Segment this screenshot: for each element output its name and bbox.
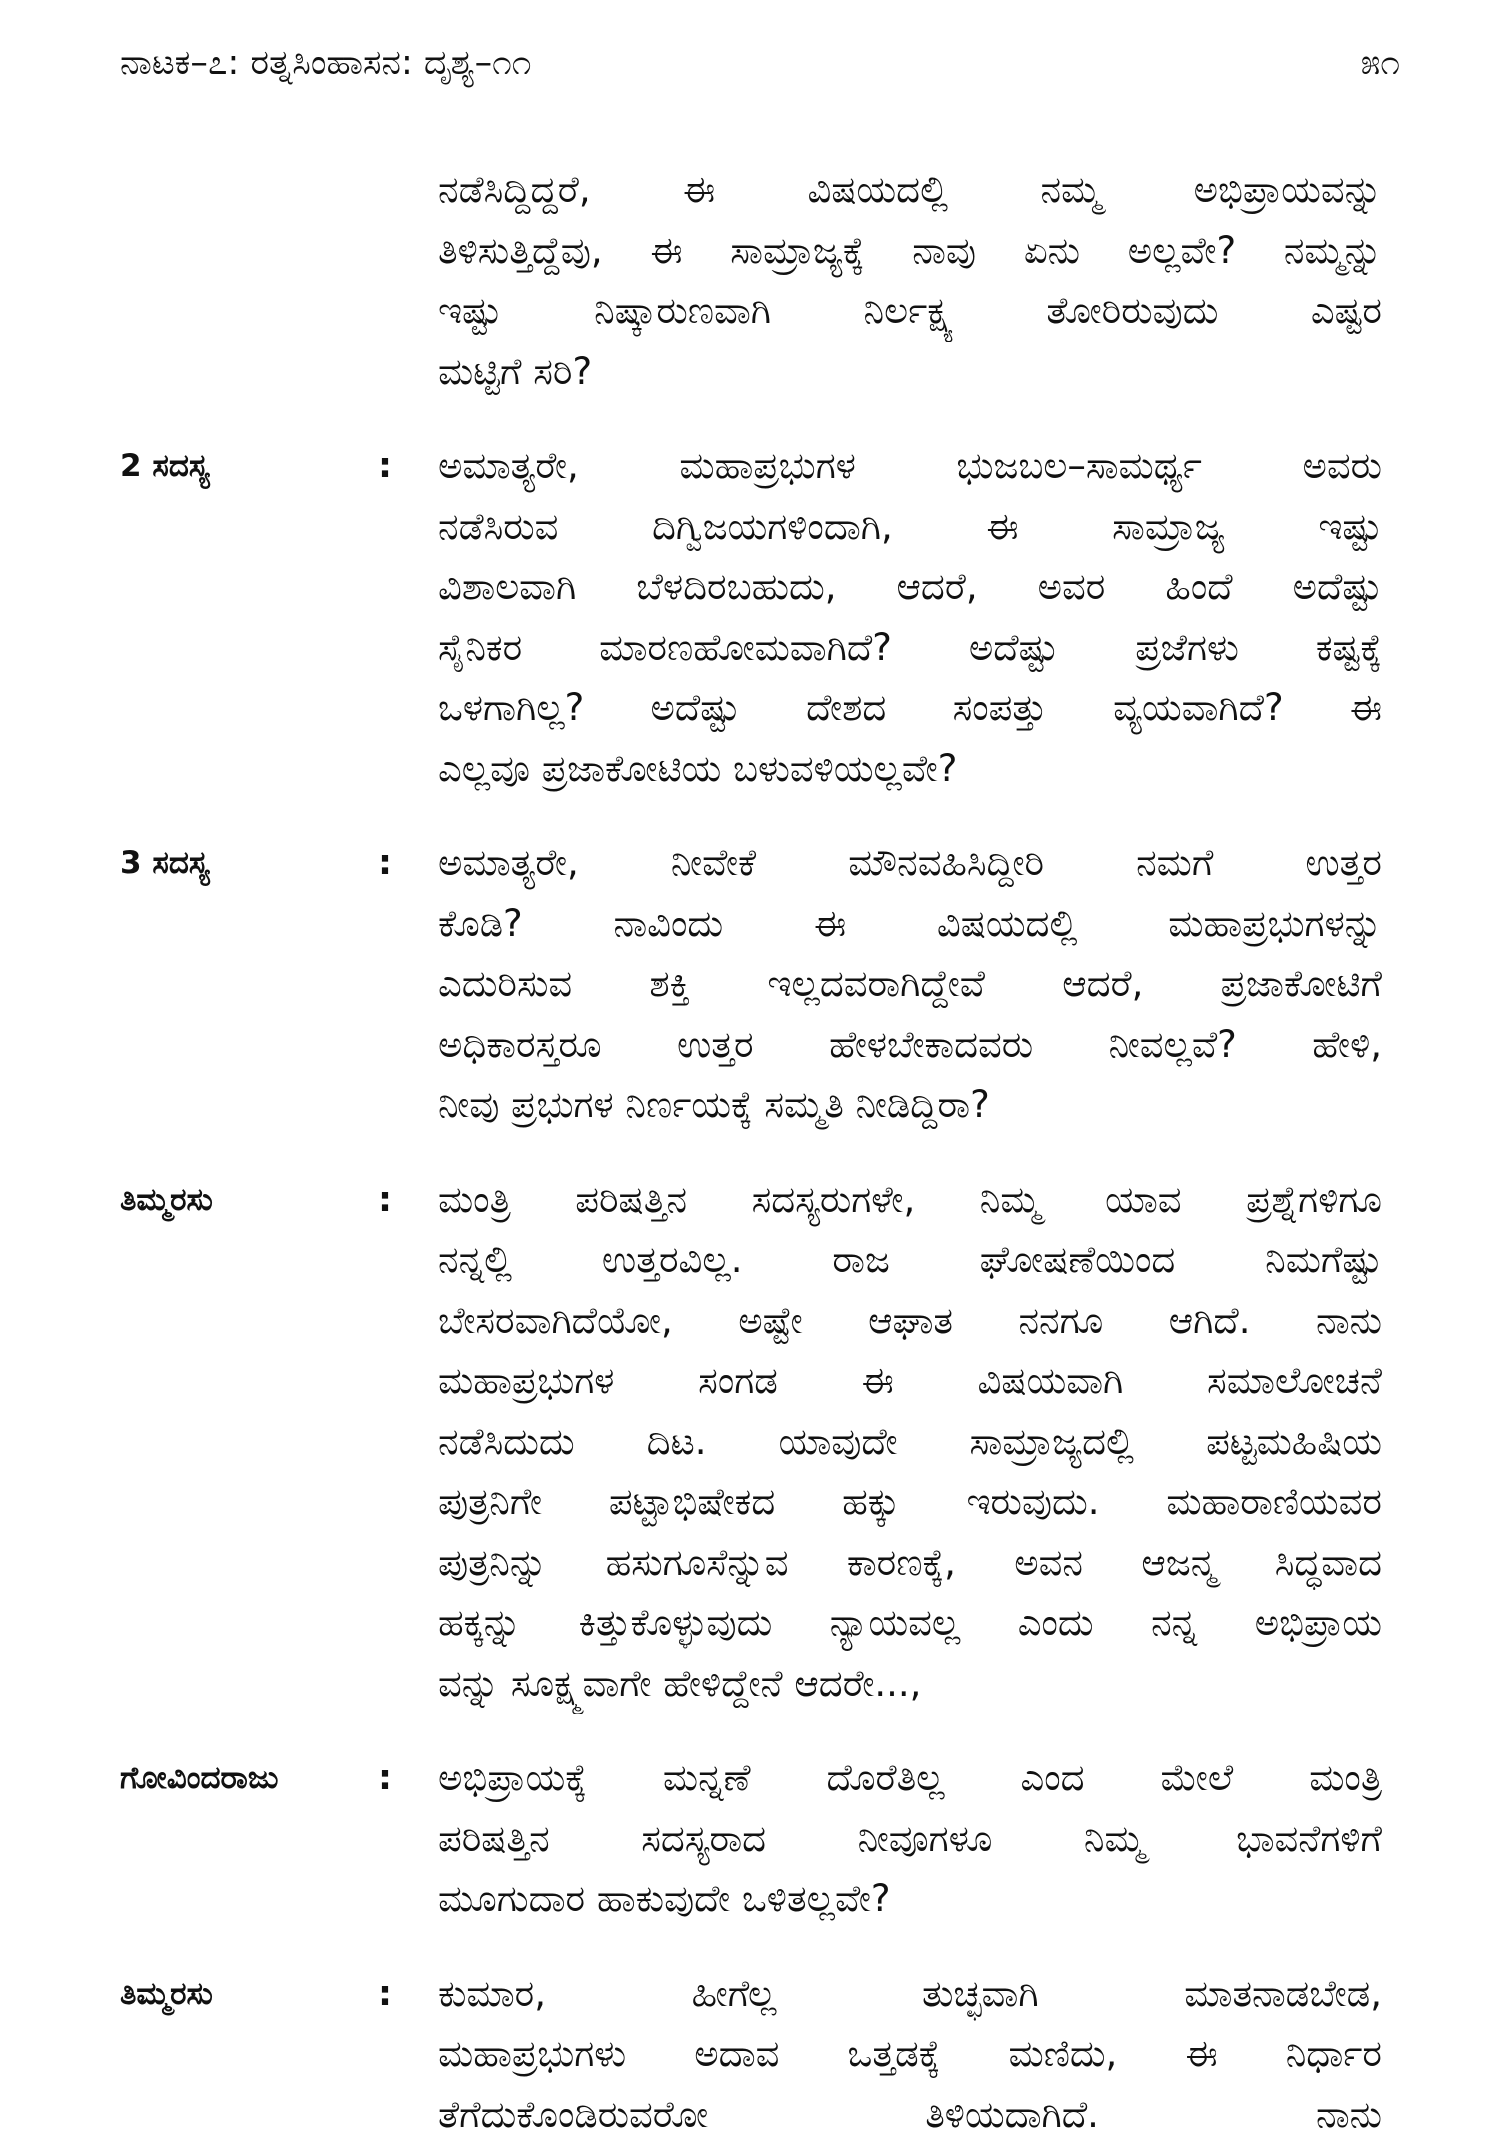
- speech-line: ಬೇಸರವಾಗಿದೆಯೋ, ಅಷ್ಟೇ ಆಘಾತ ನನಗೂ ಆಗಿದೆ. ನಾನು: [438, 1291, 1382, 1352]
- speech-text: [438, 1170, 1382, 1715]
- speech-line: ಮಹಾಪ್ರಭುಗಳ ಸಂಗಡ ಈ ವಿಷಯವಾಗಿ ಸಮಾಲೋಚನೆ: [438, 1351, 1382, 1412]
- speech-line: ನೀವು ಪ್ರಭುಗಳ ನಿರ್ಣಯಕ್ಕೆ ಸಮ್ಮತಿ ನೀಡಿದ್ದಿರಾ?: [438, 1075, 1382, 1136]
- speech-line: ಸೈನಿಕರ ಮಾರಣಹೋಮವಾಗಿದೆ? ಅದೆಷ್ಟು ಪ್ರಜೆಗಳು ಕಷ್ಟಕ್ಕೆ: [438, 618, 1382, 679]
- speech-text: [438, 436, 1382, 799]
- speech-line: ಅಭಿಪ್ರಾಯಕ್ಕೆ ಮನ್ನಣೆ ದೊರೆತಿಲ್ಲ ಎಂದ ಮೇಲೆ ಮಂತ್ರಿ: [438, 1748, 1382, 1809]
- speech-line: ಅಮಾತ್ಯರೇ, ಮಹಾಪ್ರಭುಗಳ ಭುಜಬಲ–ಸಾಮರ್ಥ್ಯ ಅವರು: [438, 436, 1382, 497]
- speech-line: ಕೊಡಿ? ನಾವಿಂದು ಈ ವಿಷಯದಲ್ಲಿ ಮಹಾಪ್ರಭುಗಳನ್ನು: [438, 894, 1382, 955]
- speaker-colon: :: [370, 833, 400, 894]
- speech-line: ನಡೆಸಿದ್ದಿದ್ದರೆ, ಈ ವಿಷಯದಲ್ಲಿ ನಮ್ಮ ಅಭಿಪ್ರಾಯವನ್ನು: [438, 160, 1382, 221]
- dialogue-entry: [120, 436, 1382, 799]
- speech-line: ಎದುರಿಸುವ ಶಕ್ತಿ ಇಲ್ಲದವರಾಗಿದ್ದೇವೆ ಆದರೆ, ಪ್ರಜಾಕೋಟಿಗೆ: [438, 954, 1382, 1015]
- speech-line: ಎಲ್ಲವೂ ಪ್ರಜಾಕೋಟಿಯ ಬಳುವಳಿಯಲ್ಲವೇ?: [438, 739, 1382, 800]
- page-number: ೫೧: [1361, 43, 1400, 83]
- page-header: [120, 28, 1400, 98]
- speech-text: [438, 1748, 1382, 1930]
- speaker-name: 3 ಸದಸ್ಯ: [120, 833, 380, 894]
- speaker-colon: :: [370, 1170, 400, 1231]
- speech-line: ನಡೆಸಿದುದು ದಿಟ. ಯಾವುದೇ ಸಾಮ್ರಾಜ್ಯದಲ್ಲಿ ಪಟ್ಟಮಹಿಷಿಯ: [438, 1412, 1382, 1473]
- speech-line: ಅಮಾತ್ಯರೇ, ನೀವೇಕೆ ಮೌನವಹಿಸಿದ್ದೀರಿ ನಮಗೆ ಉತ್ತರ: [438, 833, 1382, 894]
- speech-line: ನನ್ನಲ್ಲಿ ಉತ್ತರವಿಲ್ಲ. ರಾಜ ಘೋಷಣೆಯಿಂದ ನಿಮಗೆಷ್ಟು: [438, 1230, 1382, 1291]
- speaker-name: ತಿಮ್ಮರಸು: [120, 1964, 380, 2025]
- speech-line: ಕುಮಾರ, ಹೀಗೆಲ್ಲ ತುಚ್ಛವಾಗಿ ಮಾತನಾಡಬೇಡ,: [438, 1964, 1382, 2025]
- speaker-name: ಗೋವಿಂದರಾಜು: [120, 1748, 380, 1809]
- speech-line: ಪುತ್ರನಿಗೇ ಪಟ್ಟಾಭಿಷೇಕದ ಹಕ್ಕು ಇರುವುದು. ಮಹಾರಾಣಿಯವರ: [438, 1472, 1382, 1533]
- speech-line: ಮಂತ್ರಿ ಪರಿಷತ್ತಿನ ಸದಸ್ಯರುಗಳೇ, ನಿಮ್ಮ ಯಾವ ಪ್ರಶ್ನೆಗಳಿಗೂ: [438, 1170, 1382, 1231]
- speech-line: ಇಷ್ಟು ನಿಷ್ಕಾರುಣವಾಗಿ ನಿರ್ಲಕ್ಷ್ಯ ತೋರಿರುವುದು ಎಷ್ಟರ: [438, 281, 1382, 342]
- speaker-name: 2 ಸದಸ್ಯ: [120, 436, 380, 497]
- speech-line: ಮೂಗುದಾರ ಹಾಕುವುದೇ ಒಳಿತಲ್ಲವೇ?: [438, 1869, 1382, 1930]
- speech-text: [438, 833, 1382, 1136]
- running-title: ನಾಟಕ–೭: ರತ್ನಸಿಂಹಾಸನ: ದೃಶ್ಯ–೧೧: [120, 43, 531, 83]
- speech-line: ತೆಗೆದುಕೊಂಡಿರುವರೋ ತಿಳಿಯದಾಗಿದೆ. ನಾನು: [438, 2085, 1382, 2145]
- dialogue-entry: [120, 833, 1382, 1136]
- dialogue-entry: [120, 1170, 1382, 1715]
- speech-line: ವನ್ನು ಸೂಕ್ಷ್ಮವಾಗೇ ಹೇಳಿದ್ದೇನೆ ಆದರೇ...,: [438, 1654, 1382, 1715]
- speech-line: ನಡೆಸಿರುವ ದಿಗ್ವಿಜಯಗಳಿಂದಾಗಿ, ಈ ಸಾಮ್ರಾಜ್ಯ ಇಷ್ಟು: [438, 497, 1382, 558]
- speaker-name: ತಿಮ್ಮರಸು: [120, 1170, 380, 1231]
- dialogue-entry: [120, 1748, 1382, 1930]
- dialogue-entry: [120, 1964, 1382, 2145]
- continued-speech: [438, 160, 1382, 402]
- speech-line: ಅಧಿಕಾರಸ್ತರೂ ಉತ್ತರ ಹೇಳಬೇಕಾದವರು ನೀವಲ್ಲವೆ? ಹೇಳಿ,: [438, 1015, 1382, 1076]
- speaker-colon: :: [370, 1964, 400, 2025]
- speech-line: ಮಟ್ಟಿಗೆ ಸರಿ?: [438, 342, 1382, 403]
- speech-line: ವಿಶಾಲವಾಗಿ ಬೆಳದಿರಬಹುದು, ಆದರೆ, ಅವರ ಹಿಂದೆ ಅದೆಷ್ಟು: [438, 557, 1382, 618]
- speech-line: ಪರಿಷತ್ತಿನ ಸದಸ್ಯರಾದ ನೀವೂಗಳೂ ನಿಮ್ಮ ಭಾವನೆಗಳಿಗೆ: [438, 1809, 1382, 1870]
- page-body: [120, 160, 1382, 2145]
- speech-line: ತಿಳಿಸುತ್ತಿದ್ದೆವು, ಈ ಸಾಮ್ರಾಜ್ಯಕ್ಕೆ ನಾವು ಏನು ಅಲ್ಲವೇ? ನಮ್ಮನ್ನು: [438, 221, 1382, 282]
- speaker-colon: :: [370, 436, 400, 497]
- speech-line: ಪುತ್ರನಿನ್ನು ಹಸುಗೂಸೆನ್ನುವ ಕಾರಣಕ್ಕೆ, ಅವನ ಆಜನ್ಮ ಸಿದ್ಧವಾದ: [438, 1533, 1382, 1594]
- speech-line: ಒಳಗಾಗಿಲ್ಲ? ಅದೆಷ್ಟು ದೇಶದ ಸಂಪತ್ತು ವ್ಯಯವಾಗಿದೆ? ಈ: [438, 678, 1382, 739]
- speech-line: ಮಹಾಪ್ರಭುಗಳು ಅದಾವ ಒತ್ತಡಕ್ಕೆ ಮಣಿದು, ಈ ನಿರ್ಧಾರ: [438, 2024, 1382, 2085]
- speaker-colon: :: [370, 1748, 400, 1809]
- speech-line: ಹಕ್ಕನ್ನು ಕಿತ್ತುಕೊಳ್ಳುವುದು ನ್ಯಾಯವಲ್ಲ ಎಂದು ನನ್ನ ಅಭಿಪ್ರಾಯ: [438, 1593, 1382, 1654]
- speech-text: [438, 1964, 1382, 2145]
